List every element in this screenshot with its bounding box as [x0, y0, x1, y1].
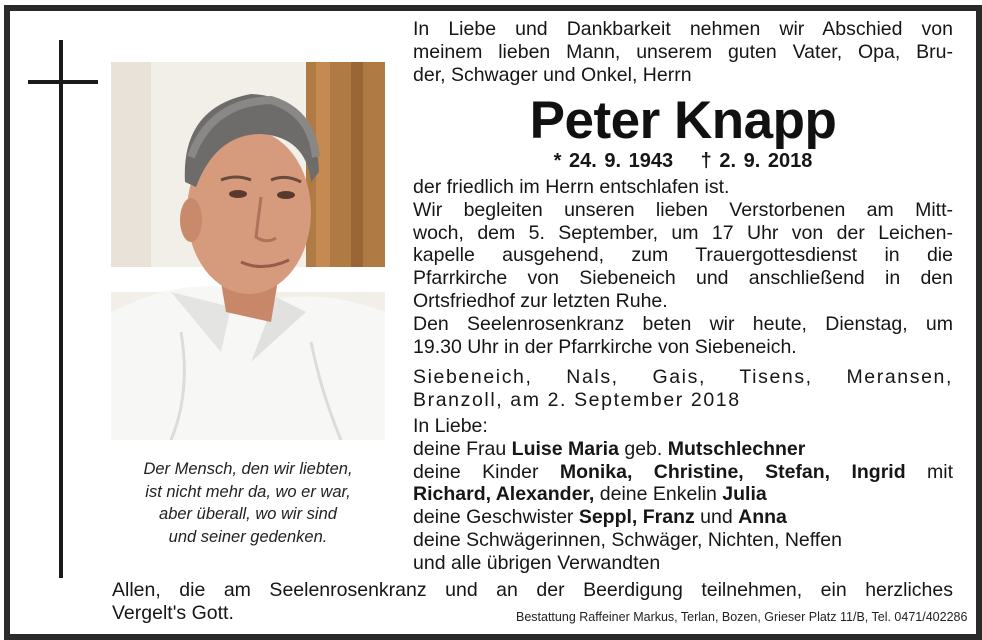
- body-line: kapelle ausgehend, zum Trauergottesdienst in die: [413, 244, 953, 267]
- closing-line: Vergelt's Gott.: [112, 601, 234, 624]
- funeral-home-footer: Bestattung Raffeiner Markus, Terlan, Bozen, Grieser Platz 11/B, Tel. 0471/402286: [516, 610, 968, 624]
- body-line: Wir begleiten unseren lieben Verstorbenen am Mitt-: [413, 198, 953, 221]
- in-liebe-label: In Liebe:: [413, 415, 488, 437]
- death-date: † 2. 9. 2018: [700, 150, 813, 172]
- funeral-details: [413, 176, 953, 358]
- family-line: und alle übrigen Verwandten: [413, 551, 661, 574]
- quote-line: aber überall, wo wir sind: [159, 505, 337, 523]
- quote-line: Der Mensch, den wir liebten,: [143, 460, 353, 478]
- family-line: Richard, Alexander, deine Enkelin Julia: [413, 483, 767, 506]
- place-line: Branzoll, am 2. September 2018: [413, 388, 741, 411]
- family-line: deine Geschwister Seppl, Franz und Anna: [413, 506, 787, 529]
- intro-line: meinem lieben Mann, unserem guten Vater, Opa, Bru-: [413, 40, 953, 63]
- body-line: woch, dem 5. September, um 17 Uhr von der Leichen-: [413, 221, 953, 244]
- body-line: Den Seelenrosenkranz beten wir heute, Dienstag, um: [413, 312, 953, 335]
- life-dates: [413, 150, 953, 172]
- family-line: deine Frau Luise Maria geb. Mutschlechner: [413, 437, 806, 460]
- closing-line: Allen, die am Seelenrosenkranz und an der Beerdigung teilnehmen, ein herzliches: [112, 579, 953, 601]
- quote-line: und seiner gedenken.: [168, 527, 328, 546]
- portrait-photo: [111, 62, 385, 440]
- deceased-name: Peter Knapp: [529, 91, 837, 150]
- quote-line: ist nicht mehr da, wo er war,: [145, 482, 351, 501]
- body-line: 19.30 Uhr in der Pfarrkirche von Siebeneich.: [413, 335, 797, 358]
- intro-line: der, Schwager und Onkel, Herrn: [413, 63, 692, 86]
- mourners-list: [413, 415, 953, 575]
- intro-line: In Liebe und Dankbarkeit nehmen wir Abschied von: [413, 18, 953, 40]
- place-line: Siebeneich, Nals, Gais, Tisens, Meransen,: [413, 366, 953, 388]
- family-line: deine Schwägerinnen, Schwäger, Nichten, Neffen: [413, 528, 842, 551]
- body-line: der friedlich im Herrn entschlafen ist.: [413, 176, 730, 198]
- intro-text: [413, 18, 953, 86]
- birth-date: * 24. 9. 1943: [553, 150, 674, 172]
- cross-icon: [59, 40, 63, 578]
- place-date: [413, 366, 953, 412]
- body-line: Ortsfriedhof zur letzten Ruhe.: [413, 289, 668, 312]
- body-line: Pfarrkirche von Siebeneich und anschließend in den: [413, 267, 953, 290]
- memorial-quote: [111, 458, 385, 548]
- family-line: deine Kinder Monika, Christine, Stefan, Ingrid mit: [413, 460, 954, 483]
- cross-icon-bar: [28, 80, 98, 84]
